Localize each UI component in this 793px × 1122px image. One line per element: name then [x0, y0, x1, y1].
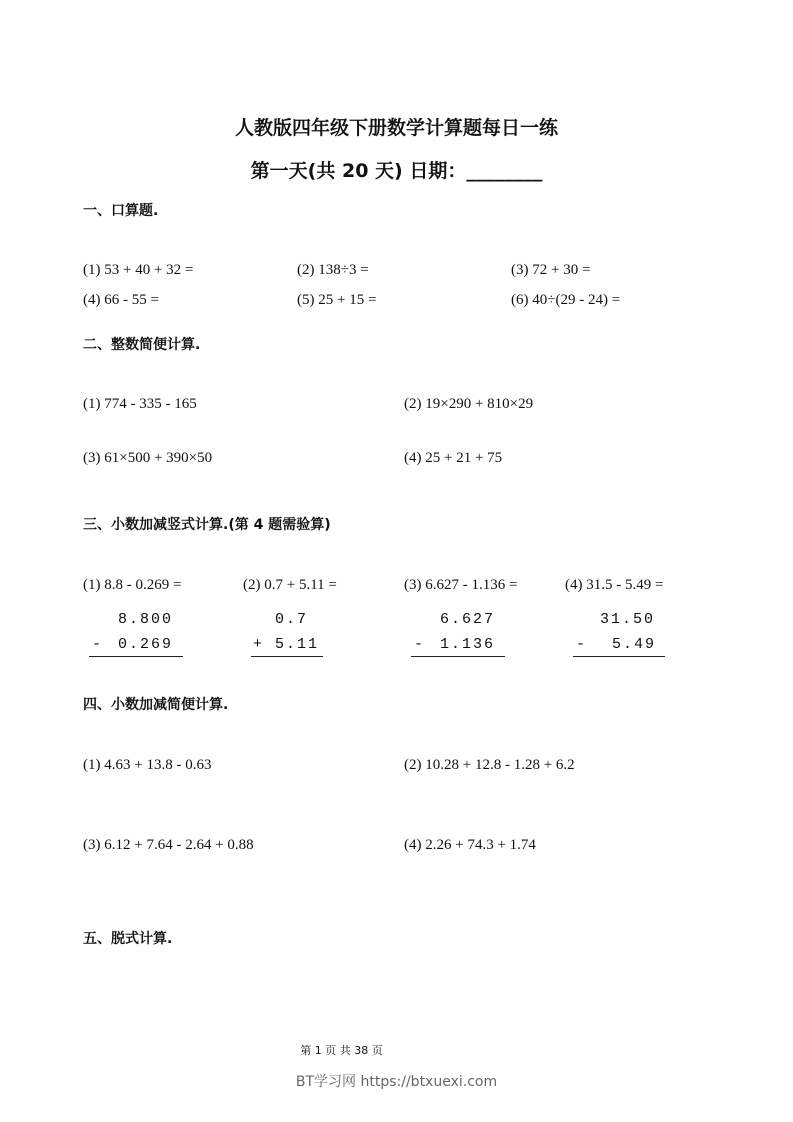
vertical-1-bottom: 0.269 — [118, 636, 174, 653]
problem-1-6: (6) 40÷(29 - 24) = — [511, 292, 621, 308]
problem-1-2: (2) 138÷3 = — [297, 262, 369, 278]
vertical-3-bottom: 1.136 — [440, 636, 496, 653]
page-number: 第 1 页 共 38 页 — [300, 1044, 383, 1057]
section-title-2: 二、整数简便计算. — [83, 337, 201, 353]
document-title: 人教版四年级下册数学计算题每日一练 — [234, 117, 558, 139]
vertical-4-top: 31.50 — [600, 611, 656, 628]
watermark: BT学习网 https://btxuexi.com — [295, 1074, 498, 1090]
vertical-4-bottom: 5.49 — [612, 636, 657, 653]
vertical-4-operator: - — [576, 636, 588, 653]
vertical-2-underline — [251, 656, 323, 657]
vertical-1-top: 8.800 — [118, 611, 174, 628]
problem-2-1: (1) 774 - 335 - 165 — [83, 396, 197, 412]
vertical-2-bottom: 5.11 — [275, 636, 320, 653]
problem-2-3: (3) 61×500 + 390×50 — [83, 450, 213, 466]
vertical-4-underline — [573, 656, 665, 657]
section-title-1: 一、口算题. — [83, 203, 159, 219]
problem-3-1: (1) 8.8 - 0.269 = — [83, 577, 182, 593]
vertical-3-operator: - — [414, 636, 426, 653]
problem-4-3: (3) 6.12 + 7.64 - 2.64 + 0.88 — [83, 837, 254, 853]
section-title-3: 三、小数加减竖式计算.(第 4 题需验算) — [83, 517, 331, 533]
vertical-3-underline — [411, 656, 505, 657]
section-title-4: 四、小数加减简便计算. — [83, 697, 229, 713]
problem-2-2: (2) 19×290 + 810×29 — [404, 396, 534, 412]
vertical-1-operator: - — [92, 636, 104, 653]
problem-3-3: (3) 6.627 - 1.136 = — [404, 577, 518, 593]
problem-3-4: (4) 31.5 - 5.49 = — [565, 577, 664, 593]
problem-3-2: (2) 0.7 + 5.11 = — [243, 577, 337, 593]
problem-4-2: (2) 10.28 + 12.8 - 1.28 + 6.2 — [404, 757, 575, 773]
vertical-1-underline — [89, 656, 183, 657]
problem-1-1: (1) 53 + 40 + 32 = — [83, 262, 194, 278]
problem-4-1: (1) 4.63 + 13.8 - 0.63 — [83, 757, 212, 773]
vertical-3-top: 6.627 — [440, 611, 496, 628]
vertical-2-operator: + — [253, 636, 265, 653]
problem-2-4: (4) 25 + 21 + 75 — [404, 450, 503, 466]
problem-1-4: (4) 66 - 55 = — [83, 292, 159, 308]
section-title-5: 五、脱式计算. — [83, 931, 173, 947]
problem-1-3: (3) 72 + 30 = — [511, 262, 591, 278]
problem-4-4: (4) 2.26 + 74.3 + 1.74 — [404, 837, 536, 853]
problem-1-5: (5) 25 + 15 = — [297, 292, 377, 308]
vertical-2-top: 0.7 — [275, 611, 309, 628]
document-subtitle: 第一天(共 20 天) 日期：________ — [250, 160, 543, 182]
